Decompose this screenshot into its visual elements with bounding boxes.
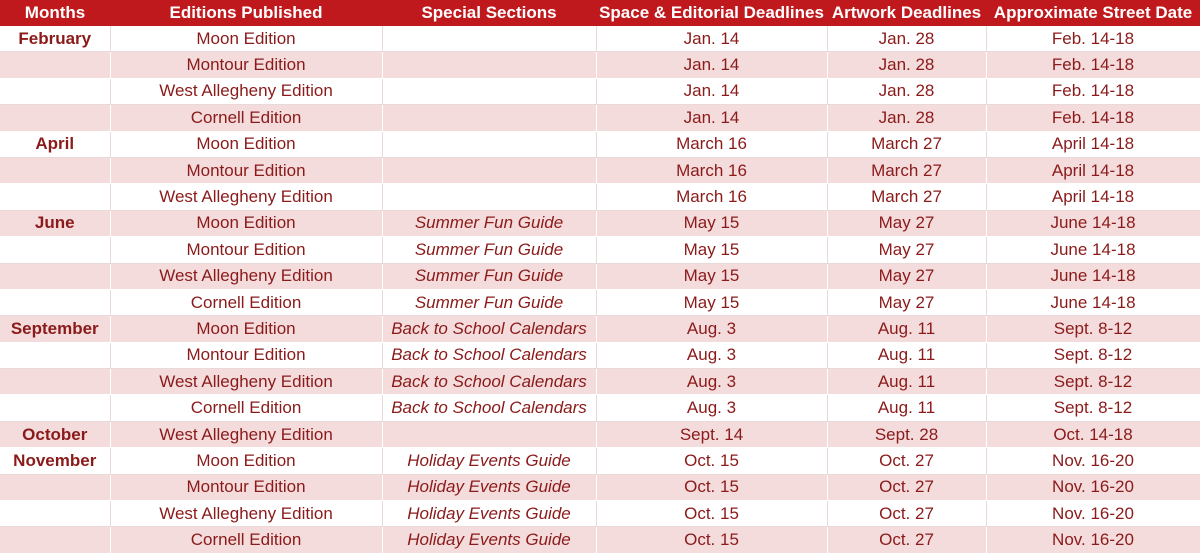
table-row [0, 210, 1200, 236]
artwork-deadline-cell: Jan. 28 [827, 52, 986, 78]
table-row [0, 448, 1200, 474]
table-row [0, 26, 1200, 52]
space-deadline-cell: Jan. 14 [596, 52, 827, 78]
edition-cell: Moon Edition [110, 210, 382, 236]
street-date-cell: April 14-18 [986, 157, 1200, 183]
special-section-cell [382, 184, 596, 210]
street-date-cell: Sept. 8-12 [986, 316, 1200, 342]
street-date-cell: June 14-18 [986, 210, 1200, 236]
special-section-cell: Holiday Events Guide [382, 448, 596, 474]
edition-cell: West Allegheny Edition [110, 263, 382, 289]
artwork-deadline-cell: March 27 [827, 157, 986, 183]
table-row [0, 131, 1200, 157]
street-date-cell: April 14-18 [986, 184, 1200, 210]
street-date-cell: Sept. 8-12 [986, 342, 1200, 368]
artwork-deadline-cell: May 27 [827, 263, 986, 289]
space-deadline-cell: Oct. 15 [596, 474, 827, 500]
space-deadline-cell: Jan. 14 [596, 105, 827, 131]
table-row [0, 316, 1200, 342]
space-deadline-cell: May 15 [596, 289, 827, 315]
special-section-cell [382, 421, 596, 447]
table-row [0, 342, 1200, 368]
table-row [0, 289, 1200, 315]
street-date-cell: Oct. 14-18 [986, 421, 1200, 447]
space-deadline-cell: Oct. 15 [596, 527, 827, 553]
space-deadline-cell: Jan. 14 [596, 78, 827, 104]
table-header-row [0, 0, 1200, 26]
table-row [0, 78, 1200, 104]
special-section-cell: Summer Fun Guide [382, 263, 596, 289]
table-row [0, 501, 1200, 527]
table-row [0, 421, 1200, 447]
artwork-deadline-cell: Jan. 28 [827, 78, 986, 104]
edition-cell: Cornell Edition [110, 289, 382, 315]
month-cell: October [0, 421, 110, 447]
artwork-deadline-cell: Oct. 27 [827, 527, 986, 553]
month-cell [0, 52, 110, 78]
street-date-cell: Feb. 14-18 [986, 52, 1200, 78]
space-deadline-cell: March 16 [596, 131, 827, 157]
month-cell [0, 157, 110, 183]
table-body [0, 26, 1200, 553]
space-deadline-cell: Aug. 3 [596, 342, 827, 368]
special-section-cell [382, 131, 596, 157]
table-row [0, 527, 1200, 553]
street-date-cell: Feb. 14-18 [986, 78, 1200, 104]
artwork-deadline-cell: Aug. 11 [827, 342, 986, 368]
edition-cell: Cornell Edition [110, 105, 382, 131]
artwork-deadline-cell: Aug. 11 [827, 395, 986, 421]
month-cell: November [0, 448, 110, 474]
table-row [0, 237, 1200, 263]
special-section-cell: Holiday Events Guide [382, 527, 596, 553]
edition-cell: Montour Edition [110, 237, 382, 263]
street-date-cell: June 14-18 [986, 263, 1200, 289]
table-row [0, 157, 1200, 183]
space-deadline-cell: May 15 [596, 210, 827, 236]
edition-cell: Cornell Edition [110, 527, 382, 553]
edition-cell: Montour Edition [110, 157, 382, 183]
street-date-cell: April 14-18 [986, 131, 1200, 157]
street-date-cell: Nov. 16-20 [986, 448, 1200, 474]
edition-cell: West Allegheny Edition [110, 421, 382, 447]
table-row [0, 263, 1200, 289]
header-editions-published: Editions Published [110, 0, 382, 26]
table-row [0, 395, 1200, 421]
special-section-cell: Summer Fun Guide [382, 289, 596, 315]
artwork-deadline-cell: March 27 [827, 184, 986, 210]
month-cell [0, 474, 110, 500]
artwork-deadline-cell: Aug. 11 [827, 316, 986, 342]
edition-cell: Moon Edition [110, 26, 382, 52]
month-cell [0, 237, 110, 263]
edition-cell: West Allegheny Edition [110, 78, 382, 104]
table-row [0, 105, 1200, 131]
month-cell: September [0, 316, 110, 342]
month-cell [0, 184, 110, 210]
edition-cell: Moon Edition [110, 131, 382, 157]
artwork-deadline-cell: Sept. 28 [827, 421, 986, 447]
table-row [0, 52, 1200, 78]
table-row [0, 474, 1200, 500]
special-section-cell: Back to School Calendars [382, 316, 596, 342]
artwork-deadline-cell: Oct. 27 [827, 501, 986, 527]
street-date-cell: June 14-18 [986, 289, 1200, 315]
special-section-cell: Back to School Calendars [382, 342, 596, 368]
table-row [0, 184, 1200, 210]
header-artwork-deadlines: Artwork Deadlines [827, 0, 986, 26]
space-deadline-cell: March 16 [596, 184, 827, 210]
artwork-deadline-cell: Oct. 27 [827, 448, 986, 474]
space-deadline-cell: May 15 [596, 263, 827, 289]
special-section-cell: Holiday Events Guide [382, 501, 596, 527]
header-special-sections: Special Sections [382, 0, 596, 26]
artwork-deadline-cell: Aug. 11 [827, 369, 986, 395]
edition-cell: West Allegheny Edition [110, 184, 382, 210]
space-deadline-cell: Aug. 3 [596, 369, 827, 395]
street-date-cell: Sept. 8-12 [986, 395, 1200, 421]
artwork-deadline-cell: Jan. 28 [827, 105, 986, 131]
street-date-cell: Nov. 16-20 [986, 501, 1200, 527]
artwork-deadline-cell: May 27 [827, 289, 986, 315]
space-deadline-cell: Oct. 15 [596, 448, 827, 474]
month-cell: June [0, 210, 110, 236]
artwork-deadline-cell: Jan. 28 [827, 26, 986, 52]
artwork-deadline-cell: May 27 [827, 210, 986, 236]
street-date-cell: Sept. 8-12 [986, 369, 1200, 395]
space-deadline-cell: Oct. 15 [596, 501, 827, 527]
edition-cell: Montour Edition [110, 52, 382, 78]
header-months: Months [0, 0, 110, 26]
street-date-cell: Nov. 16-20 [986, 474, 1200, 500]
special-section-cell [382, 105, 596, 131]
space-deadline-cell: Sept. 14 [596, 421, 827, 447]
edition-cell: West Allegheny Edition [110, 369, 382, 395]
month-cell [0, 395, 110, 421]
street-date-cell: Nov. 16-20 [986, 527, 1200, 553]
month-cell: February [0, 26, 110, 52]
space-deadline-cell: March 16 [596, 157, 827, 183]
month-cell [0, 501, 110, 527]
month-cell [0, 78, 110, 104]
artwork-deadline-cell: Oct. 27 [827, 474, 986, 500]
month-cell [0, 527, 110, 553]
edition-cell: West Allegheny Edition [110, 501, 382, 527]
street-date-cell: June 14-18 [986, 237, 1200, 263]
special-section-cell [382, 157, 596, 183]
edition-cell: Montour Edition [110, 342, 382, 368]
street-date-cell: Feb. 14-18 [986, 105, 1200, 131]
special-section-cell [382, 78, 596, 104]
edition-cell: Cornell Edition [110, 395, 382, 421]
special-section-cell: Back to School Calendars [382, 369, 596, 395]
edition-cell: Montour Edition [110, 474, 382, 500]
artwork-deadline-cell: May 27 [827, 237, 986, 263]
month-cell [0, 263, 110, 289]
month-cell [0, 342, 110, 368]
header-space-editorial-deadlines: Space & Editorial Deadlines [596, 0, 827, 26]
special-section-cell [382, 26, 596, 52]
table-row [0, 369, 1200, 395]
space-deadline-cell: Aug. 3 [596, 316, 827, 342]
space-deadline-cell: Jan. 14 [596, 26, 827, 52]
special-section-cell: Back to School Calendars [382, 395, 596, 421]
header-approximate-street-date: Approximate Street Date [986, 0, 1200, 26]
month-cell [0, 105, 110, 131]
edition-cell: Moon Edition [110, 448, 382, 474]
artwork-deadline-cell: March 27 [827, 131, 986, 157]
space-deadline-cell: May 15 [596, 237, 827, 263]
special-section-cell [382, 52, 596, 78]
special-section-cell: Holiday Events Guide [382, 474, 596, 500]
special-section-cell: Summer Fun Guide [382, 210, 596, 236]
month-cell [0, 289, 110, 315]
month-cell: April [0, 131, 110, 157]
edition-cell: Moon Edition [110, 316, 382, 342]
street-date-cell: Feb. 14-18 [986, 26, 1200, 52]
month-cell [0, 369, 110, 395]
space-deadline-cell: Aug. 3 [596, 395, 827, 421]
special-section-cell: Summer Fun Guide [382, 237, 596, 263]
